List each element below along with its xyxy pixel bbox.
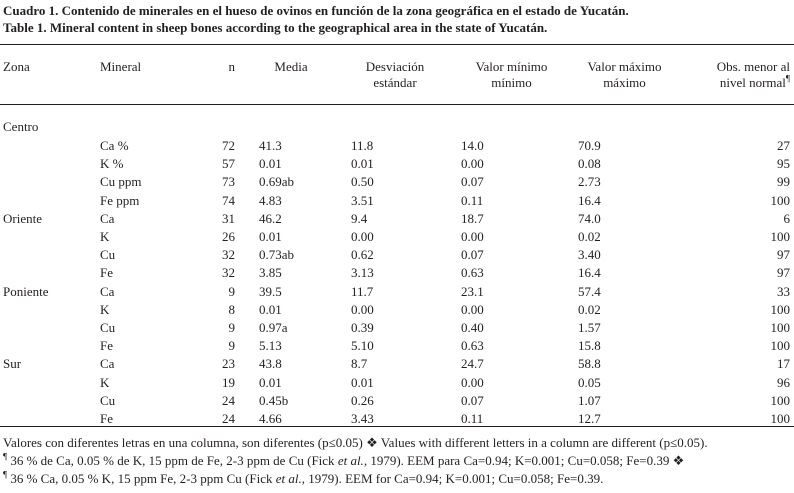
- header-obs-line2-text: nivel normal: [719, 75, 786, 90]
- footnote-significance: Valores con diferentes letras en una columna, son diferentes (p≤0.05) ❖ Values with different letters in a column are different (p≤0.05).: [3, 435, 708, 450]
- cell-obs: 96: [777, 374, 790, 390]
- cell-media: 3.85: [259, 265, 282, 281]
- caption-english: Table 1. Mineral content in sheep bones according to the geographical area in the state of Yucatán.: [3, 20, 548, 35]
- cell-vmin: 0.07: [461, 247, 484, 263]
- table-caption: [3, 2, 629, 36]
- cell-vmin: 0.00: [461, 374, 484, 390]
- footnote-es-part2: , 1979). EEM para Ca=0.94; K=0.001; Cu=0.058; Fe=0.39 ❖: [363, 453, 685, 468]
- footnote-mark: ¶: [3, 469, 8, 480]
- cell-vmax: 74.0: [578, 210, 601, 226]
- cell-media: 0.01: [259, 156, 282, 172]
- cell-vmin: 0.40: [461, 319, 484, 335]
- header-desviacion-line2: estándar: [373, 75, 417, 90]
- cell-mineral: Ca %: [100, 138, 129, 154]
- cell-zona: [0, 319, 100, 337]
- cell-vmax: 57.4: [578, 283, 601, 299]
- cell-n: 72: [222, 138, 235, 154]
- cell-mineral: K %: [100, 156, 124, 172]
- header-zona: Zona: [3, 59, 30, 74]
- cell-media: 0.01: [259, 301, 282, 317]
- cell-vmax: 3.40: [578, 247, 601, 263]
- cell-desv: 3.13: [351, 265, 374, 281]
- cell-vmin: 0.00: [461, 156, 484, 172]
- cell-zona: [0, 337, 100, 355]
- header-valor-maximo-line1: Valor máximo: [587, 59, 662, 74]
- header-obs-line2: [679, 75, 790, 91]
- cell-desv: 0.39: [351, 319, 374, 335]
- cell-n: 57: [222, 156, 235, 172]
- cell-mineral: Fe: [100, 265, 113, 281]
- footnote-normal-level-es: [3, 452, 708, 470]
- cell-vmax: 12.7: [578, 410, 601, 426]
- cell-media: 0.69ab: [259, 174, 295, 190]
- cell-media: 39.5: [259, 283, 282, 299]
- cell-media: 4.83: [259, 192, 282, 208]
- cell-obs: 97: [777, 247, 790, 263]
- cell-desv: 0.50: [351, 174, 374, 190]
- cell-vmax: 0.05: [578, 374, 601, 390]
- cell-vmin: 18.7: [461, 210, 484, 226]
- cell-mineral: Ca: [100, 356, 115, 372]
- zona-label-centro: Centro: [3, 119, 39, 134]
- cell-zona: [0, 392, 100, 410]
- cell-desv: 3.51: [351, 192, 374, 208]
- table-row: [0, 173, 794, 191]
- cell-obs: 100: [770, 392, 790, 408]
- cell-n: 26: [222, 229, 235, 245]
- cell-zona: [0, 373, 100, 391]
- table-row: [0, 283, 794, 301]
- cell-n: 9: [228, 319, 235, 335]
- footnote-es-etal: et al.: [337, 453, 364, 468]
- cell-mineral: Ca: [100, 283, 115, 299]
- footnote-mark: ¶: [3, 451, 8, 462]
- cell-vmin: 0.07: [461, 174, 484, 190]
- cell-mineral: K: [100, 374, 110, 390]
- table-row: [0, 192, 794, 210]
- footnote-en-part1: 36 % Ca, 0.05 % K, 15 ppm Fe, 2-3 ppm Cu (Fick: [7, 471, 276, 486]
- cell-media: 43.8: [259, 356, 282, 372]
- cell-obs: 100: [770, 301, 790, 317]
- cell-zona: [0, 192, 100, 210]
- cell-vmin: 0.11: [461, 192, 484, 208]
- cell-zona: [0, 155, 100, 173]
- cell-mineral: K: [100, 301, 110, 317]
- cell-zona: [0, 264, 100, 282]
- cell-vmax: 16.4: [578, 192, 601, 208]
- cell-n: 32: [222, 265, 235, 281]
- cell-vmax: 0.02: [578, 301, 601, 317]
- caption-spanish: Cuadro 1. Contenido de minerales en el hueso de ovinos en función de la zona geográfica en el estado de Yucatán.: [3, 3, 629, 18]
- cell-mineral: Fe ppm: [100, 192, 140, 208]
- cell-obs: 100: [770, 192, 790, 208]
- cell-vmin: 14.0: [461, 138, 484, 154]
- cell-media: 0.97a: [259, 319, 288, 335]
- footnote-es-part1: 36 % de Ca, 0.05 % de K, 15 ppm de Fe, 2-3 ppm de Cu (Fick: [7, 453, 338, 468]
- cell-n: 8: [228, 301, 235, 317]
- header-valor-minimo: [453, 59, 570, 101]
- cell-n: 24: [222, 410, 235, 426]
- cell-obs: 27: [777, 138, 790, 154]
- footnote-en-part2: , 1979). EEM for Ca=0.94; K=0.001; Cu=0.058; Fe=0.39.: [301, 471, 604, 486]
- cell-media: 41.3: [259, 138, 282, 154]
- cell-vmin: 0.00: [461, 301, 484, 317]
- cell-media: 0.01: [259, 229, 282, 245]
- cell-desv: 5.10: [351, 338, 374, 354]
- table-row: [0, 410, 794, 428]
- table-row: [0, 246, 794, 264]
- cell-mineral: Fe: [100, 338, 113, 354]
- cell-vmin: 0.63: [461, 265, 484, 281]
- table-row: [0, 355, 794, 373]
- header-valor-maximo: [570, 59, 679, 101]
- table-row: [0, 337, 794, 355]
- header-obs-menor: [679, 59, 794, 101]
- footnote-normal-level-en: [3, 470, 708, 488]
- cell-n: 24: [222, 392, 235, 408]
- header-mineral: Mineral: [100, 59, 142, 74]
- header-valor-maximo-line2: máximo: [603, 75, 646, 90]
- cell-media: 5.13: [259, 338, 282, 354]
- header-obs-line1: Obs. menor al: [716, 59, 790, 74]
- cell-zona: [0, 228, 100, 246]
- cell-mineral: K: [100, 229, 110, 245]
- cell-media: 46.2: [259, 210, 282, 226]
- cell-zona: Sur: [3, 356, 22, 372]
- cell-mineral: Cu: [100, 392, 116, 408]
- table-footnotes: [3, 434, 708, 488]
- top-rule: [0, 44, 794, 45]
- header-desviacion-line1: Desviación: [365, 59, 425, 74]
- cell-vmax: 1.57: [578, 319, 601, 335]
- cell-obs: 99: [777, 174, 790, 190]
- cell-zona: [0, 301, 100, 319]
- header-valor-minimo-line2: mínimo: [491, 75, 532, 90]
- cell-vmax: 1.07: [578, 392, 601, 408]
- table-row: [0, 373, 794, 391]
- cell-zona: [0, 246, 100, 264]
- cell-desv: 0.00: [351, 229, 374, 245]
- cell-vmin: 0.11: [461, 410, 484, 426]
- cell-mineral: Fe: [100, 410, 113, 426]
- table-header-row: [0, 59, 794, 101]
- cell-n: 32: [222, 247, 235, 263]
- cell-desv: 0.00: [351, 301, 374, 317]
- header-obs-footnote-mark: ¶: [785, 73, 790, 84]
- cell-vmax: 15.8: [578, 338, 601, 354]
- table-row: [0, 155, 794, 173]
- cell-obs: 95: [777, 156, 790, 172]
- cell-mineral: Cu: [100, 247, 116, 263]
- table-row: [0, 228, 794, 246]
- cell-n: 74: [222, 192, 235, 208]
- cell-obs: 100: [770, 319, 790, 335]
- header-media: Media: [274, 59, 308, 74]
- cell-media: 0.45b: [259, 392, 289, 408]
- cell-n: 31: [222, 210, 235, 226]
- cell-obs: 33: [777, 283, 790, 299]
- cell-zona: [0, 173, 100, 191]
- cell-obs: 100: [770, 229, 790, 245]
- cell-obs: 100: [770, 410, 790, 426]
- table-row: [0, 137, 794, 155]
- cell-vmax: 70.9: [578, 138, 601, 154]
- header-desviacion: [337, 59, 453, 101]
- cell-obs: 17: [777, 356, 790, 372]
- cell-zona: Poniente: [3, 283, 49, 299]
- cell-n: 73: [222, 174, 235, 190]
- spacer-row: [0, 101, 794, 117]
- cell-zona: [0, 137, 100, 155]
- cell-obs: 6: [783, 210, 790, 226]
- cell-media: 4.66: [259, 410, 282, 426]
- cell-obs: 97: [777, 265, 790, 281]
- cell-n: 9: [228, 338, 235, 354]
- cell-vmax: 0.08: [578, 156, 601, 172]
- cell-desv: 0.62: [351, 247, 374, 263]
- mineral-content-table: [0, 59, 794, 428]
- table-row: [0, 319, 794, 337]
- cell-vmax: 58.8: [578, 356, 601, 372]
- cell-n: 9: [228, 283, 235, 299]
- cell-vmax: 16.4: [578, 265, 601, 281]
- cell-vmin: 0.00: [461, 229, 484, 245]
- cell-zona: [0, 410, 100, 428]
- cell-obs: 100: [770, 338, 790, 354]
- cell-desv: 3.43: [351, 410, 374, 426]
- cell-vmin: 0.63: [461, 338, 484, 354]
- table-row: [0, 392, 794, 410]
- cell-media: 0.73ab: [259, 247, 295, 263]
- cell-n: 23: [222, 356, 235, 372]
- table-row: [0, 301, 794, 319]
- header-valor-minimo-line1: Valor mínimo: [475, 59, 548, 74]
- table-row: [0, 264, 794, 282]
- table-row: [0, 210, 794, 228]
- cell-vmin: 24.7: [461, 356, 484, 372]
- section-row-centro: [0, 117, 794, 137]
- cell-mineral: Cu ppm: [100, 174, 142, 190]
- cell-desv: 0.26: [351, 392, 374, 408]
- cell-desv: 11.7: [351, 283, 374, 299]
- cell-n: 19: [222, 374, 235, 390]
- cell-desv: 8.7: [351, 356, 368, 372]
- cell-vmin: 23.1: [461, 283, 484, 299]
- cell-mineral: Ca: [100, 210, 115, 226]
- cell-zona: Oriente: [3, 210, 42, 226]
- cell-vmax: 0.02: [578, 229, 601, 245]
- cell-vmax: 2.73: [578, 174, 601, 190]
- cell-mineral: Cu: [100, 319, 116, 335]
- cell-desv: 11.8: [351, 138, 374, 154]
- cell-desv: 9.4: [351, 210, 368, 226]
- cell-vmin: 0.07: [461, 392, 484, 408]
- header-n: n: [228, 59, 235, 74]
- footnote-en-etal: et al.: [275, 471, 302, 486]
- cell-media: 0.01: [259, 374, 282, 390]
- cell-desv: 0.01: [351, 374, 374, 390]
- cell-desv: 0.01: [351, 156, 374, 172]
